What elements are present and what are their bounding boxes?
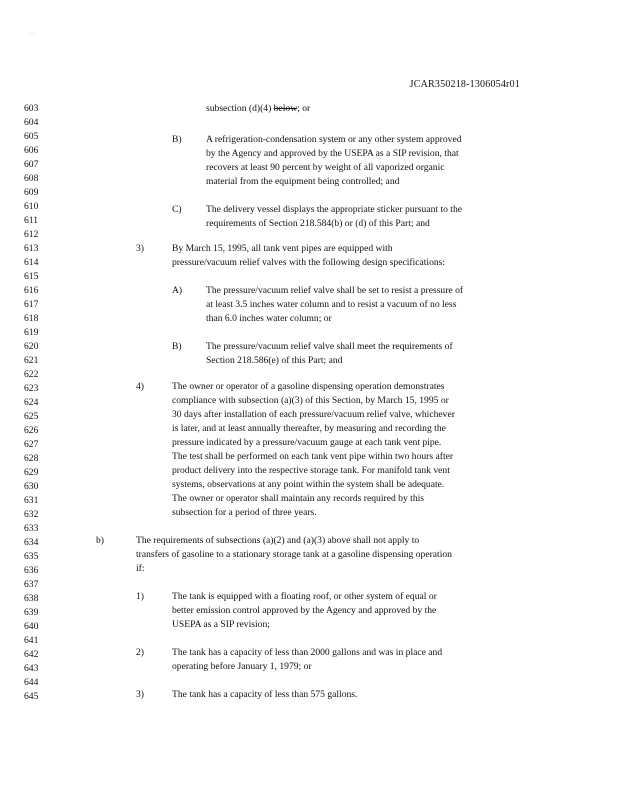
text-line: The test shall be performed on each tank vent pipe within two hours after	[172, 451, 454, 462]
text-line: The delivery vessel displays the appropriate sticker pursuant to the	[206, 204, 463, 215]
text-line: Section 218.586(e) of this Part; and	[206, 355, 343, 366]
line-number: 639	[24, 607, 39, 618]
text-line: The owner or operator of a gasoline dispensing operation demonstrates	[172, 381, 445, 392]
line-number: 632	[24, 509, 39, 520]
text-line: if:	[136, 563, 145, 574]
item-marker: 3)	[136, 689, 144, 700]
document-id-header: JCAR350218-1306054r01	[409, 79, 520, 90]
text-line: The pressure/vacuum relief valve shall be set to resist a pressure of	[206, 285, 464, 296]
line-number: 614	[24, 257, 39, 268]
line-number: 611	[24, 215, 39, 226]
line-number: 621	[24, 355, 39, 366]
text-line: The tank is equipped with a floating roof, or other system of equal or	[172, 591, 437, 602]
line-number: 623	[24, 383, 39, 394]
line-number: 644	[24, 677, 39, 688]
line-number: 604	[24, 117, 39, 128]
line-number: 627	[24, 439, 39, 450]
text-line: compliance with subsection (a)(3) of this Section, by March 15, 1995 or	[172, 395, 449, 406]
text-line: product delivery into the respective storage tank. For manifold tank vent	[172, 465, 450, 476]
text-line: at least 3.5 inches water column and to resist a vacuum of no less	[206, 299, 457, 310]
line-number: 629	[24, 467, 39, 478]
line-number: 626	[24, 425, 39, 436]
text-line: 30 days after installation of each pressure/vacuum relief valve, whichever	[172, 409, 455, 420]
text-line: The tank has a capacity of less than 2000 gallons and was in place and	[172, 647, 443, 658]
line-number: 622	[24, 369, 39, 380]
text-line: is later, and at least annually thereafter, by measuring and recording the	[172, 423, 446, 434]
item-marker: B)	[172, 134, 182, 145]
line-number: 642	[24, 649, 39, 660]
line-number: 635	[24, 551, 39, 562]
line-number: 618	[24, 313, 39, 324]
line-number: 605	[24, 131, 39, 142]
text-line: The tank has a capacity of less than 575 gallons.	[172, 689, 358, 700]
text-line: requirements of Section 218.584(b) or (d) of this Part; and	[206, 218, 430, 229]
line-number: 615	[24, 271, 39, 282]
text-line: subsection (d)(4) below; or	[206, 103, 311, 114]
struck-text: below	[273, 103, 298, 114]
line-number: 638	[24, 593, 39, 604]
item-marker: B)	[172, 341, 182, 352]
text-line: transfers of gasoline to a stationary storage tank at a gasoline dispensing operation	[136, 549, 452, 560]
line-number: 643	[24, 663, 39, 674]
item-marker: A)	[172, 285, 183, 296]
text-line: The requirements of subsections (a)(2) and (a)(3) above shall not apply to	[136, 535, 420, 546]
text-line: The pressure/vacuum relief valve shall meet the requirements of	[206, 341, 453, 352]
text-line: A refrigeration-condensation system or any other system approved	[206, 134, 462, 145]
line-number: 607	[24, 159, 39, 170]
line-number: 634	[24, 537, 39, 548]
text-line: pressure/vacuum relief valves with the following design specifications:	[172, 257, 446, 268]
text-line: by the Agency and approved by the USEPA as a SIP revision, that	[206, 148, 459, 159]
line-number: 608	[24, 173, 39, 184]
line-number: 624	[24, 397, 39, 408]
line-number: 645	[24, 691, 39, 702]
item-marker: 1)	[136, 591, 144, 602]
text-line: recovers at least 90 percent by weight of all vaporized organic	[206, 162, 445, 173]
item-marker: C)	[172, 204, 182, 215]
line-number: 636	[24, 565, 39, 576]
line-number: 613	[24, 243, 39, 254]
text-line: systems, observations at any point within the system shall be adequate.	[172, 479, 445, 490]
text-line: pressure indicated by a pressure/vacuum gauge at each tank vent pipe.	[172, 437, 442, 448]
line-number: 625	[24, 411, 39, 422]
line-number: 628	[24, 453, 39, 464]
line-number: 631	[24, 495, 39, 506]
item-marker: 3)	[136, 243, 144, 254]
item-marker: 2)	[136, 647, 144, 658]
text-line: By March 15, 1995, all tank vent pipes are equipped with	[172, 243, 393, 254]
line-number: 606	[24, 145, 39, 156]
line-number: 630	[24, 481, 39, 492]
line-number: 640	[24, 621, 39, 632]
text-line: USEPA as a SIP revision;	[172, 619, 270, 630]
line-number: 616	[24, 285, 39, 296]
line-number: 612	[24, 229, 39, 240]
text-line: better emission control approved by the Agency and approved by the	[172, 605, 437, 616]
line-number: 603	[24, 103, 39, 114]
line-number: 637	[24, 579, 39, 590]
text-line: The owner or operator shall maintain any records required by this	[172, 493, 425, 504]
item-marker: 4)	[136, 381, 144, 392]
text-line: than 6.0 inches water column; or	[206, 313, 332, 324]
item-marker: b)	[96, 535, 104, 546]
line-number: 641	[24, 635, 39, 646]
line-number: 633	[24, 523, 39, 534]
line-number: 609	[24, 187, 39, 198]
text-line: subsection for a period of three years.	[172, 507, 317, 518]
scan-specks: . .	[30, 30, 35, 36]
text-line: material from the equipment being controlled; and	[206, 176, 400, 187]
text-line: operating before January 1, 1979; or	[172, 661, 312, 672]
line-number: 610	[24, 201, 39, 212]
line-number: 619	[24, 327, 39, 338]
line-number: 620	[24, 341, 39, 352]
line-number: 617	[24, 299, 39, 310]
